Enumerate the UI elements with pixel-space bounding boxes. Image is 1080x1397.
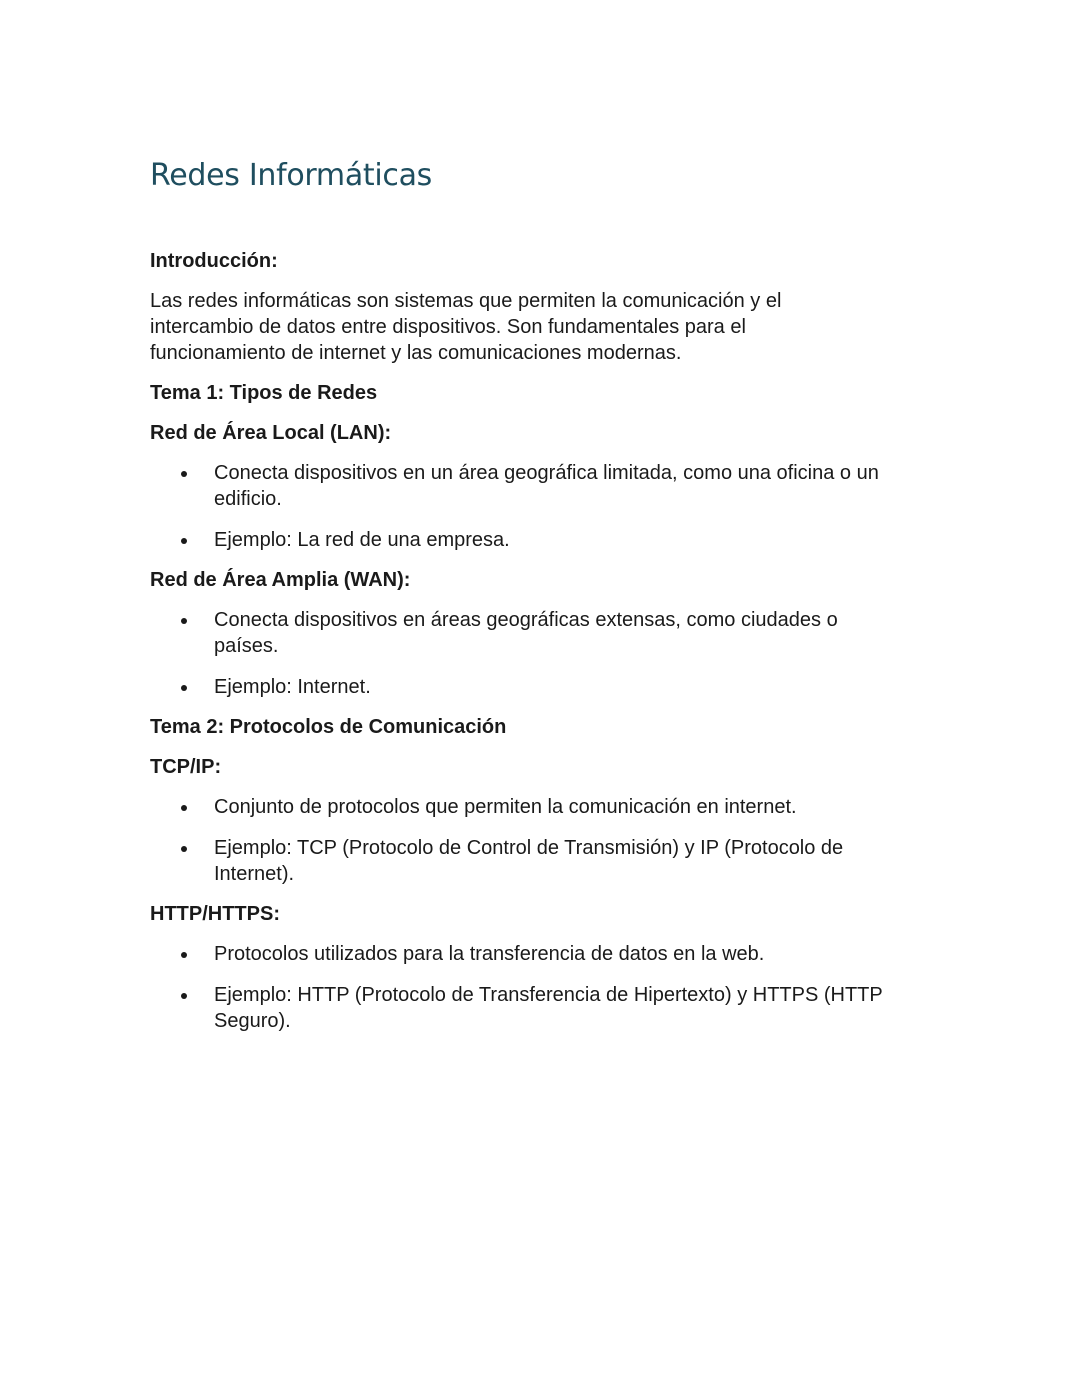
wan-list <box>150 607 940 700</box>
list-item-text: Ejemplo: La red de una empresa. <box>214 529 510 551</box>
topic1-heading: Tema 1: Tipos de Redes <box>150 382 378 404</box>
bullet-icon <box>181 538 187 544</box>
bullet-icon <box>181 685 187 691</box>
lan-list <box>150 460 940 553</box>
list-item-text: Conecta dispositivos en áreas geográficas extensas, como ciudades o países. <box>214 609 838 657</box>
bullet-icon <box>181 993 187 999</box>
bullet-icon <box>181 805 187 811</box>
intro-paragraph: Las redes informáticas son sistemas que permiten la comunicación y el intercambio de datos entre dispositivos. Son fundamentales para el funcionamiento de internet y las comunicaciones modernas. <box>150 290 782 364</box>
list-item <box>150 674 940 700</box>
list-item-text: Conjunto de protocolos que permiten la comunicación en internet. <box>214 796 797 818</box>
wan-heading: Red de Área Amplia (WAN): <box>150 569 411 591</box>
bullet-icon <box>181 471 187 477</box>
list-item-text: Ejemplo: HTTP (Protocolo de Transferencia de Hipertexto) y HTTPS (HTTP Seguro). <box>214 984 883 1032</box>
list-item <box>150 835 904 887</box>
intro-heading: Introducción: <box>150 250 278 272</box>
http-list <box>150 941 940 1034</box>
list-item-text: Conecta dispositivos en un área geográfica limitada, como una oficina o un edificio. <box>214 462 879 510</box>
topic2-heading: Tema 2: Protocolos de Comunicación <box>150 716 507 738</box>
list-item <box>150 460 940 512</box>
list-item-text: Ejemplo: Internet. <box>214 676 371 698</box>
lan-heading: Red de Área Local (LAN): <box>150 422 392 444</box>
list-item-text: Ejemplo: TCP (Protocolo de Control de Transmisión) y IP (Protocolo de Internet). <box>214 837 844 885</box>
document-title: Redes Informáticas <box>150 158 433 193</box>
bullet-icon <box>181 952 187 958</box>
tcpip-heading: TCP/IP: <box>150 756 222 778</box>
tcpip-list <box>150 794 940 887</box>
list-item <box>150 794 940 820</box>
list-item <box>150 941 940 967</box>
list-item-text: Protocolos utilizados para la transferencia de datos en la web. <box>214 943 765 965</box>
http-heading: HTTP/HTTPS: <box>150 903 280 925</box>
list-item <box>150 527 940 553</box>
document-body <box>150 248 940 1048</box>
bullet-icon <box>181 618 187 624</box>
bullet-icon <box>181 846 187 852</box>
list-item <box>150 607 894 659</box>
list-item <box>150 982 940 1034</box>
